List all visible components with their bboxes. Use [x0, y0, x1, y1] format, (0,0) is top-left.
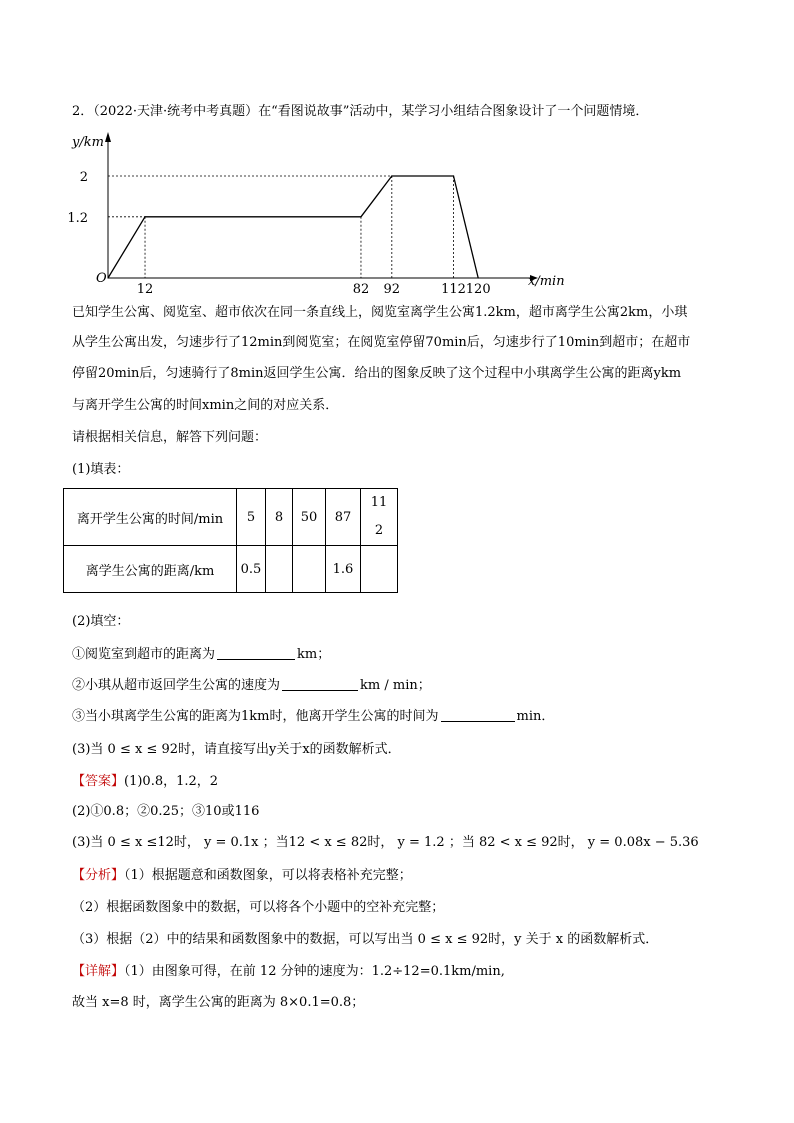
table-row1-head: 离开学生公寓的时间/min: [64, 489, 237, 546]
data-point: [144, 216, 145, 217]
circled-number: ③: [72, 709, 86, 724]
origin-label: O: [96, 271, 107, 286]
distance-time-graph: [60, 128, 580, 293]
q2-item-2: [72, 676, 431, 696]
table-cell-blank[interactable]: [361, 546, 398, 593]
paragraph-line-5: 请根据相关信息，解答下列问题：: [72, 430, 268, 445]
q2-item-3-text: 当小琪离学生公寓的距离为1km时，他离开学生公寓的时间为: [85, 709, 439, 724]
table-cell-stacked: [361, 489, 398, 546]
q1-label: (1)填表：: [72, 462, 130, 477]
q2-item-1: [72, 645, 330, 665]
detail-2: 故当 x=8 时，离学生公寓的距离为 8×0.1=0.8；: [72, 995, 365, 1010]
answer-blank[interactable]: [441, 707, 515, 722]
problem-number: 2．: [72, 104, 94, 119]
circled-number: ①: [72, 647, 86, 662]
answer-blank[interactable]: [217, 645, 295, 660]
answer-tag: 【答案】: [72, 774, 125, 789]
circled-number: ②: [72, 678, 86, 693]
paragraph-line-3: 停留20min后，匀速骑行了8min返回学生公寓．给出的图象反映了这个过程中小琪离学生公寓的距离ykm: [72, 366, 682, 381]
paragraph-line-4: 与离开学生公寓的时间xmin之间的对应关系．: [72, 398, 339, 413]
paragraph-line-1: 已知学生公寓、阅览室、超市依次在同一条直线上，阅览室离学生公寓1.2km，超市离学生公寓2km，小琪: [72, 305, 688, 320]
x-tick-label: 112: [441, 282, 466, 293]
table-cell: 1.6: [326, 546, 361, 593]
data-point: [478, 277, 479, 278]
data-point: [107, 277, 108, 278]
x-tick-label: 82: [352, 282, 370, 293]
analysis-tag: 【分析】: [72, 868, 125, 883]
q2-label: (2)填空：: [72, 614, 130, 629]
answer-blank[interactable]: [282, 676, 358, 691]
table-cell: 87: [326, 489, 361, 546]
data-point: [391, 175, 392, 176]
table-cell: 5: [237, 489, 266, 546]
table-cell-blank[interactable]: [293, 546, 326, 593]
problem-intro: 在“看图说故事”活动中，某学习小组结合图象设计了一个问题情境．: [258, 104, 649, 119]
q2-item-2-text: 小琪从超市返回学生公寓的速度为: [85, 678, 281, 693]
table-row: [64, 546, 398, 593]
table-cell: 50: [293, 489, 326, 546]
detail-tag: 【详解】: [72, 964, 125, 979]
table-cell: 8: [266, 489, 293, 546]
answer-3: (3)当 0 ≤ x ≤12时， y = 0.1x ；当12 < x ≤ 82时， y = 1.2 ；当 82 < x ≤ 92时， y = 0.08x − 5.36: [72, 835, 699, 850]
paragraph-line-2: 从学生公寓出发，匀速步行了12min到阅览室；在阅览室停留70min后，匀速步行了10min到超市；在超市: [72, 335, 691, 350]
detail-line-1: [72, 962, 505, 982]
x-tick-label: 120: [465, 282, 491, 293]
analysis-2: （2）根据函数图象中的数据，可以将各个小题中的空补充完整；: [72, 900, 445, 915]
table-cell-blank[interactable]: [266, 546, 293, 593]
answer-1: (1)0.8，1.2，2: [124, 774, 219, 789]
data-point: [360, 216, 361, 217]
analysis-line-1: [72, 866, 412, 886]
x-tick-label: 92: [383, 282, 401, 293]
answer-2: (2)①0.8；②0.25；③10或116: [72, 804, 260, 819]
y-tick-label: 1.2: [67, 210, 88, 226]
q2-item-1-text: 阅览室到超市的距离为: [85, 647, 216, 662]
analysis-1: （1）根据题意和函数图象，可以将表格补充完整；: [124, 868, 412, 883]
x-tick-label: 12: [136, 282, 154, 293]
y-tick-label: 2: [79, 170, 88, 185]
y-axis-arrow: [105, 132, 111, 142]
fill-table: [63, 488, 398, 593]
y-axis-label: y/km: [72, 135, 104, 150]
q2-item-3-unit: min．: [516, 709, 555, 724]
table-cell-part-b: 2: [374, 523, 384, 538]
detail-1: （1）由图象可得，在前 12 分钟的速度为：1.2÷12=0.1km/min,: [124, 964, 505, 979]
answer-line-1: [72, 772, 218, 792]
problem-source: （2022·天津·统考中考真题）: [93, 104, 259, 119]
table-row2-head: 离学生公寓的距离/km: [64, 546, 237, 593]
q3-text: (3)当 0 ≤ x ≤ 92时，请直接写出y关于x的函数解析式．: [72, 742, 401, 757]
table-cell-part-a: 11: [370, 495, 388, 510]
q2-item-3: [72, 707, 554, 727]
data-line: [108, 176, 478, 278]
analysis-3: （3）根据（2）中的结果和函数图象中的数据，可以写出当 0 ≤ x ≤ 92时，y 关于 x 的函数解析式．: [72, 932, 659, 947]
data-point: [453, 175, 454, 176]
x-axis-label: x/min: [528, 274, 565, 289]
q2-item-2-unit: km / min；: [360, 678, 431, 693]
problem-heading: [72, 102, 648, 122]
table-row: [64, 489, 398, 546]
q2-item-1-unit: km；: [297, 647, 331, 662]
table-cell: 0.5: [237, 546, 266, 593]
